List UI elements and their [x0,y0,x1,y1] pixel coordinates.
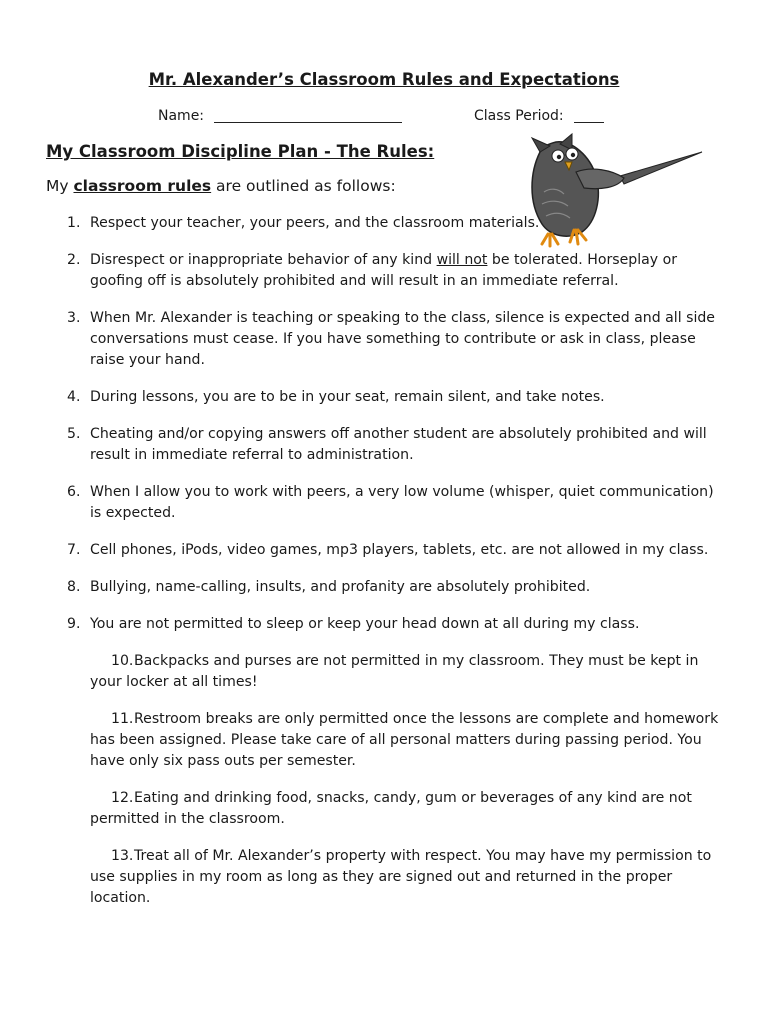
intro-text-after: are outlined as follows: [211,177,396,195]
rule-text: Bullying, name-calling, insults, and profanity are absolutely prohibited. [90,579,591,595]
rule-number: 1. [67,215,81,231]
rule-item [46,651,726,693]
rule-item [46,482,726,524]
rule-text-emphasis: will not [436,252,488,268]
rule-item [46,577,726,598]
rule-text: Restroom breaks are only permitted once the lessons are complete and homework has been assigned. Please take care of all personal matters during passing period. You have only six pass outs per semester. [90,711,719,769]
rule-text-post: be tolerated. Horseplay or goofing off is absolutely prohibited and will result in an immediate referral. [90,252,678,289]
intro-line [46,177,396,195]
rule-text: When Mr. Alexander is teaching or speaking to the class, silence is expected and all side conversations must cease. If you have something to contribute or ask in class, please raise your hand. [90,310,715,368]
rule-item [46,846,726,909]
rule-number: 13. [111,848,134,864]
rule-number: 7. [67,542,81,558]
rule-item [46,709,726,772]
rule-item [46,788,726,830]
rule-number: 8. [67,579,81,595]
section-heading: My Classroom Discipline Plan - The Rules: [46,142,435,161]
rule-text: Treat all of Mr. Alexander’s property with respect. You may have my permission to use supplies in my room as long as they are signed out and returned in the proper location. [90,848,712,906]
rule-text: Cheating and/or copying answers off another student are absolutely prohibited and will result in immediate referral to administration. [90,426,707,463]
rule-number: 2. [67,252,81,268]
rule-item [46,250,726,292]
rule-item [46,213,726,234]
rule-item [46,424,726,466]
rule-number: 11. [111,711,134,727]
rule-number: 9. [67,616,81,632]
rule-number: 12. [111,790,134,806]
rule-text: Eating and drinking food, snacks, candy, gum or beverages of any kind are not permitted in the classroom. [90,790,692,827]
name-label: Name: [158,108,205,124]
rules-list [46,213,726,925]
rule-text: When I allow you to work with peers, a very low volume (whisper, quiet communication) is expected. [90,484,714,521]
class-period-blank-line [574,108,604,123]
document-title: Mr. Alexander’s Classroom Rules and Expectations [148,70,620,89]
rule-number: 10. [111,653,134,669]
class-period-label: Class Period: [474,108,564,124]
rule-number: 6. [67,484,81,500]
rule-item [46,387,726,408]
rule-text: Cell phones, iPods, video games, mp3 players, tablets, etc. are not allowed in my class. [90,542,709,558]
rule-number: 5. [67,426,81,442]
rule-text [90,252,677,289]
rule-text-pre: Disrespect or inappropriate behavior of any kind [90,252,437,268]
class-period-row [474,108,604,124]
name-blank-line [214,108,402,123]
rule-text: During lessons, you are to be in your seat, remain silent, and take notes. [90,389,605,405]
rule-text: Backpacks and purses are not permitted in my classroom. They must be kept in your locker at all times! [90,653,699,690]
intro-text-before: My [46,177,74,195]
rule-item [46,308,726,371]
rule-text: You are not permitted to sleep or keep your head down at all during my class. [90,616,640,632]
rule-text: Respect your teacher, your peers, and the classroom materials. [90,215,540,231]
rule-number: 3. [67,310,81,326]
rule-number: 4. [67,389,81,405]
rule-item [46,540,726,561]
name-field-row [158,108,402,124]
intro-key-phrase: classroom rules [73,177,212,195]
rule-item [46,614,726,635]
